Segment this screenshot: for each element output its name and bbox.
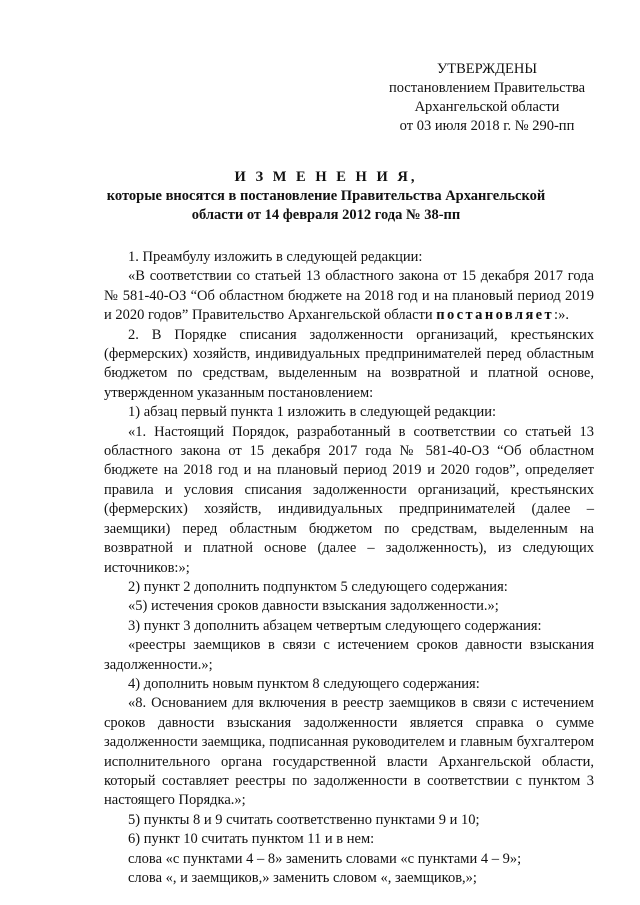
paragraph-10: 4) дополнить новым пунктом 8 следующего содержания: <box>128 675 480 692</box>
heading-line-1: которые вносятся в постановление Правительства Архангельской <box>106 188 546 204</box>
paragraph-3: 2. В Порядке списания задолженности организаций, крестьянских (фермерских) хозяйств, индивидуальных предпринимателей перед областным бюджетом по средствам, выделенным на возвратной и платной основе, утвержденном указанным постановлением: <box>104 326 594 401</box>
paragraph-2-text: «В соответствии со статьей 13 областного закона от 15 декабря 2017 года № 581-40-ОЗ “Об областном бюджете на 2018 год и на плановый период 2019 и 2020 годов” Правительство Архангельской области <box>104 268 594 324</box>
paragraph-11: «8. Основанием для включения в реестр заемщиков в связи с истечением сроков давности взыскания задолженности является справка о сумме задолженности заемщика, подписанная руководителем и главным бухгалтером исполнительного органа государственной власти Архангельской области, который составляет реестры по задолженности в соответствии с пунктом 3 настоящего Порядка.»; <box>104 695 594 809</box>
approval-line-2: постановлением Правительства <box>388 80 586 96</box>
approval-line-4: от 03 июля 2018 г. № 290-пп <box>399 118 575 134</box>
paragraph-8: 3) пункт 3 дополнить абзацем четвертым следующего содержания: <box>128 617 542 634</box>
approval-line-3: Архангельской области <box>414 99 560 115</box>
document-body <box>104 248 594 888</box>
paragraph-4: 1) абзац первый пункта 1 изложить в следующей редакции: <box>128 404 497 421</box>
approval-stamp <box>372 60 602 136</box>
paragraph-2 <box>104 267 594 325</box>
paragraph-12: 5) пункты 8 и 9 считать соответственно пунктами 9 и 10; <box>128 811 480 828</box>
paragraph-15: слова «, и заемщиков,» заменить словом «, заемщиков,»; <box>128 870 477 886</box>
paragraph-1: 1. Преамбулу изложить в следующей редакции: <box>128 249 423 265</box>
paragraph-14: слова «с пунктами 4 – 8» заменить словами «с пунктами 4 – 9»; <box>128 850 522 867</box>
approval-line-1: УТВЕРЖДЕНЫ <box>436 61 538 77</box>
paragraph-5: «1. Настоящий Порядок, разработанный в соответствии со статьей 13 областного закона от 15 декабря 2017 года № 581-40-ОЗ “Об областном бюджете на 2018 год и на плановый период 2019 и 2020 годов”, определяет правила и условия списания задолженности организаций, крестьянских (фермерских) хозяйств, индивидуальных предпринимателей (далее – заемщики) перед областным бюджетом по средствам, выделенным на возвратной и платной основе (далее – задолженность), из следующих источников:»; <box>104 423 594 576</box>
paragraph-2-end: :». <box>554 307 569 324</box>
document-heading <box>60 168 592 225</box>
paragraph-7: «5) истечения сроков давности взыскания задолженности.»; <box>128 598 499 615</box>
paragraph-2-spaced-word: постановляет <box>436 307 555 324</box>
paragraph-9: «реестры заемщиков в связи с истечением сроков давности взыскания задолженности.»; <box>104 637 594 673</box>
heading-line-2: области от 14 февраля 2012 года № 38-пп <box>191 207 461 223</box>
paragraph-13: 6) пункт 10 считать пунктом 11 и в нем: <box>128 831 375 848</box>
heading-title: И З М Е Н Е Н И Я, <box>234 169 418 185</box>
paragraph-6: 2) пункт 2 дополнить подпунктом 5 следующего содержания: <box>128 578 508 595</box>
